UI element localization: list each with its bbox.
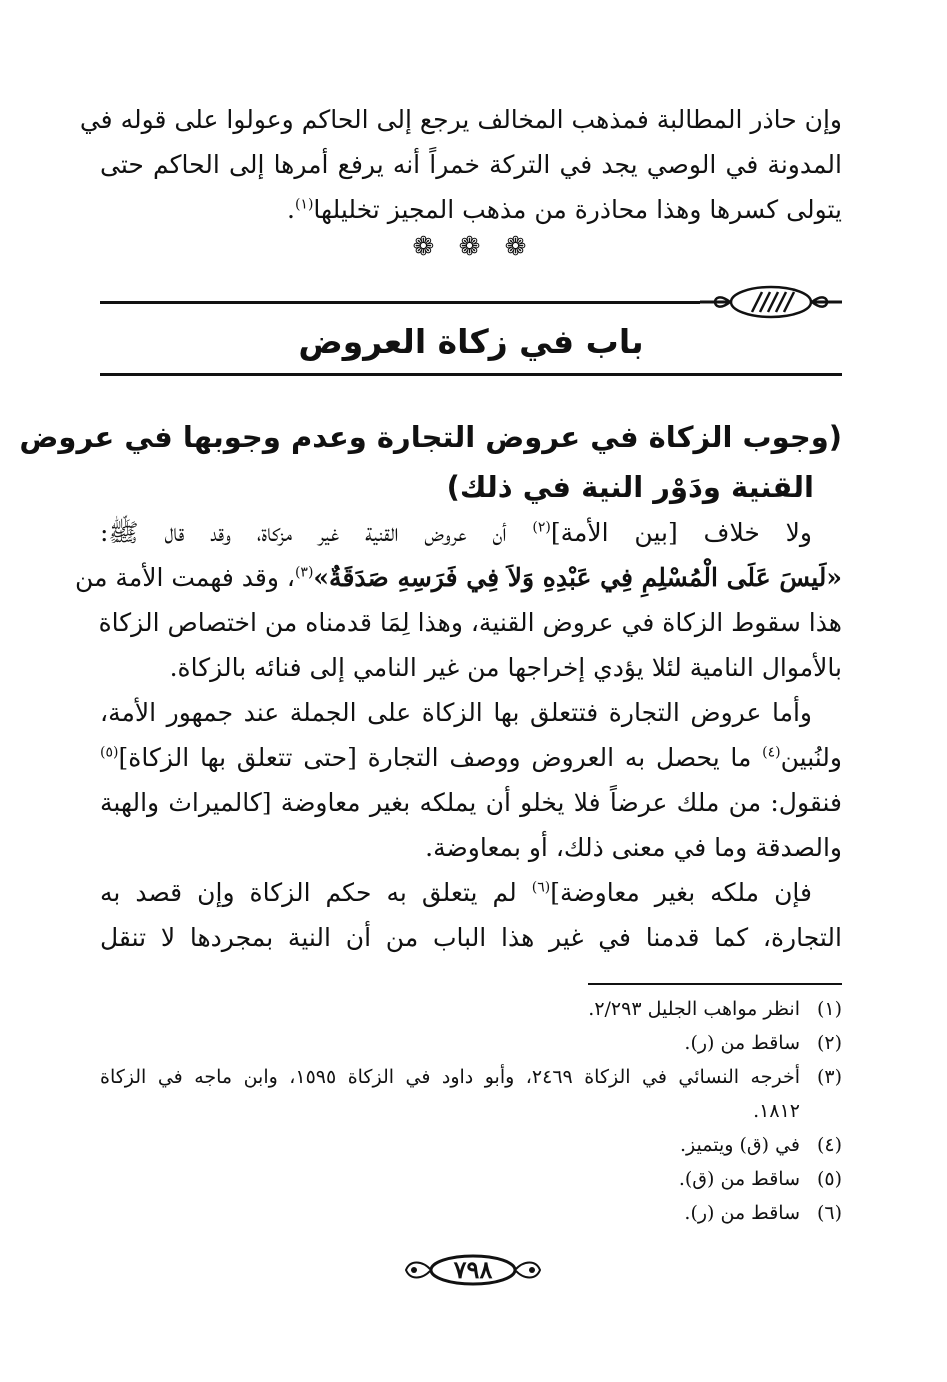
section-heading-line: (وجوب الزكاة في عروض التجارة وعدم وجوبها في عروض <box>19 420 842 454</box>
text-run: وأما عروض التجارة فتتعلق بها الزكاة على الجملة عند جمهور الأمة، <box>100 698 812 727</box>
text-line <box>100 870 842 915</box>
footnote-separator <box>588 983 842 985</box>
footnote-number: (١) <box>816 998 842 1020</box>
footnote-number: (٤) <box>816 1134 842 1156</box>
footnote-ref: (١) <box>294 196 314 213</box>
header-bottom-rule <box>100 373 842 376</box>
paragraph-2 <box>100 690 842 870</box>
footnote-text: ساقط من (ر). <box>684 1202 800 1224</box>
text-run: ، وقد فهمت الأمة من <box>75 563 295 592</box>
footnote-text: انظر مواهب الجليل ٢/٢٩٣. <box>588 998 800 1020</box>
footnote-ref: (٦) <box>531 879 551 896</box>
hadith-quote: «لَيسَ عَلَى الْمُسْلِمِ فِي عَبْدِهِ وَلاَ فِي فَرَسِهِ صَدَقَةٌ» <box>313 563 842 592</box>
footnote-text <box>100 1060 800 1128</box>
text-run: أن عروض القنية غير مزكاة، وقد قال ﷺ: <box>100 518 533 547</box>
text-line <box>100 690 842 735</box>
text-line: هذا سقوط الزكاة في عروض القنية، وهذا لِمَا قدمناه من اختصاص الزكاة <box>98 608 842 637</box>
footnote-number: (٣) <box>816 1066 842 1088</box>
text-run: ولا خلاف [بين الأمة] <box>550 518 812 547</box>
section-heading-line: القنية ودَوْر النية في ذلك) <box>446 470 814 504</box>
footnote-text-line: ١٨١٢. <box>753 1100 800 1122</box>
text-line <box>100 187 842 232</box>
page-number: ٧٩٨ <box>453 1255 493 1284</box>
text-run: فإن ملكه بغير معاوضة] <box>550 878 812 907</box>
text-line: المدونة في الوصي يجد في التركة خمراً أنه يرفع أمرها إلى الحاكم حتى <box>100 150 842 179</box>
text-line: التجارة، كما قدمنا في غير هذا الباب من أن النية بمجردها لا تنقل <box>100 923 842 952</box>
line-end-punct: . <box>287 195 295 224</box>
text-run: لم يتعلق به حكم الزكاة وإن قصد به <box>100 878 532 907</box>
text-line <box>100 510 842 555</box>
footnote-text: ساقط من (ر). <box>684 1032 800 1054</box>
footnote-ref: (٢) <box>532 519 551 536</box>
text-line <box>75 555 842 600</box>
top-paragraph <box>79 97 842 232</box>
text-line: بالأموال النامية لئلا يؤدي إخراجها من غير النامي إلى فنائه بالزكاة. <box>169 653 842 682</box>
text-line: والصدقة وما في معنى ذلك، أو بمعاوضة. <box>425 833 842 862</box>
separator-stars: ❁ ❁ ❁ <box>412 232 535 262</box>
footnote-number: (٢) <box>816 1032 842 1054</box>
footnote <box>100 1196 842 1230</box>
footnote-text: ساقط من (ق). <box>678 1168 800 1190</box>
section-heading <box>19 412 842 512</box>
footnote-number: (٦) <box>816 1202 842 1224</box>
text-line <box>100 735 842 780</box>
paragraph-1 <box>75 510 842 690</box>
text-line: وإن حاذر المطالبة فمذهب المخالف يرجع إلى الحاكم وعولوا على قوله في <box>79 105 842 134</box>
footnote-ref: (٤) <box>762 744 781 761</box>
text-run: ما يحصل به العروض ووصف التجارة [حتى تتعلق بها الزكاة] <box>118 743 763 772</box>
text-line-content: يتولى كسرها وهذا محاذرة من مذهب المجيز تخليلها <box>313 195 842 224</box>
footnote-text: في (ق) ويتميز. <box>679 1134 800 1156</box>
text-run: ولنُبين <box>780 743 842 772</box>
footnote <box>100 1060 842 1128</box>
footnote-ref: (٣) <box>294 564 314 581</box>
footnote-ref: (٥) <box>100 744 119 761</box>
footnotes <box>100 992 842 1230</box>
footnote <box>100 1128 842 1162</box>
footnote-number: (٥) <box>816 1168 842 1190</box>
footnote-text-line: أخرجه النسائي في الزكاة ٢٤٦٩، وأبو داود في الزكاة ١٥٩٥، وابن ماجه في الزكاة <box>100 1066 800 1088</box>
text-line: فنقول: من ملك عرضاً فلا يخلو أن يملكه بغير معاوضة [كالميراث والهبة <box>100 788 842 817</box>
chapter-title: باب في زكاة العروض <box>298 322 644 361</box>
paragraph-3 <box>100 870 842 960</box>
footnote <box>100 1026 842 1060</box>
footnote <box>100 1162 842 1196</box>
footnote <box>100 992 842 1026</box>
